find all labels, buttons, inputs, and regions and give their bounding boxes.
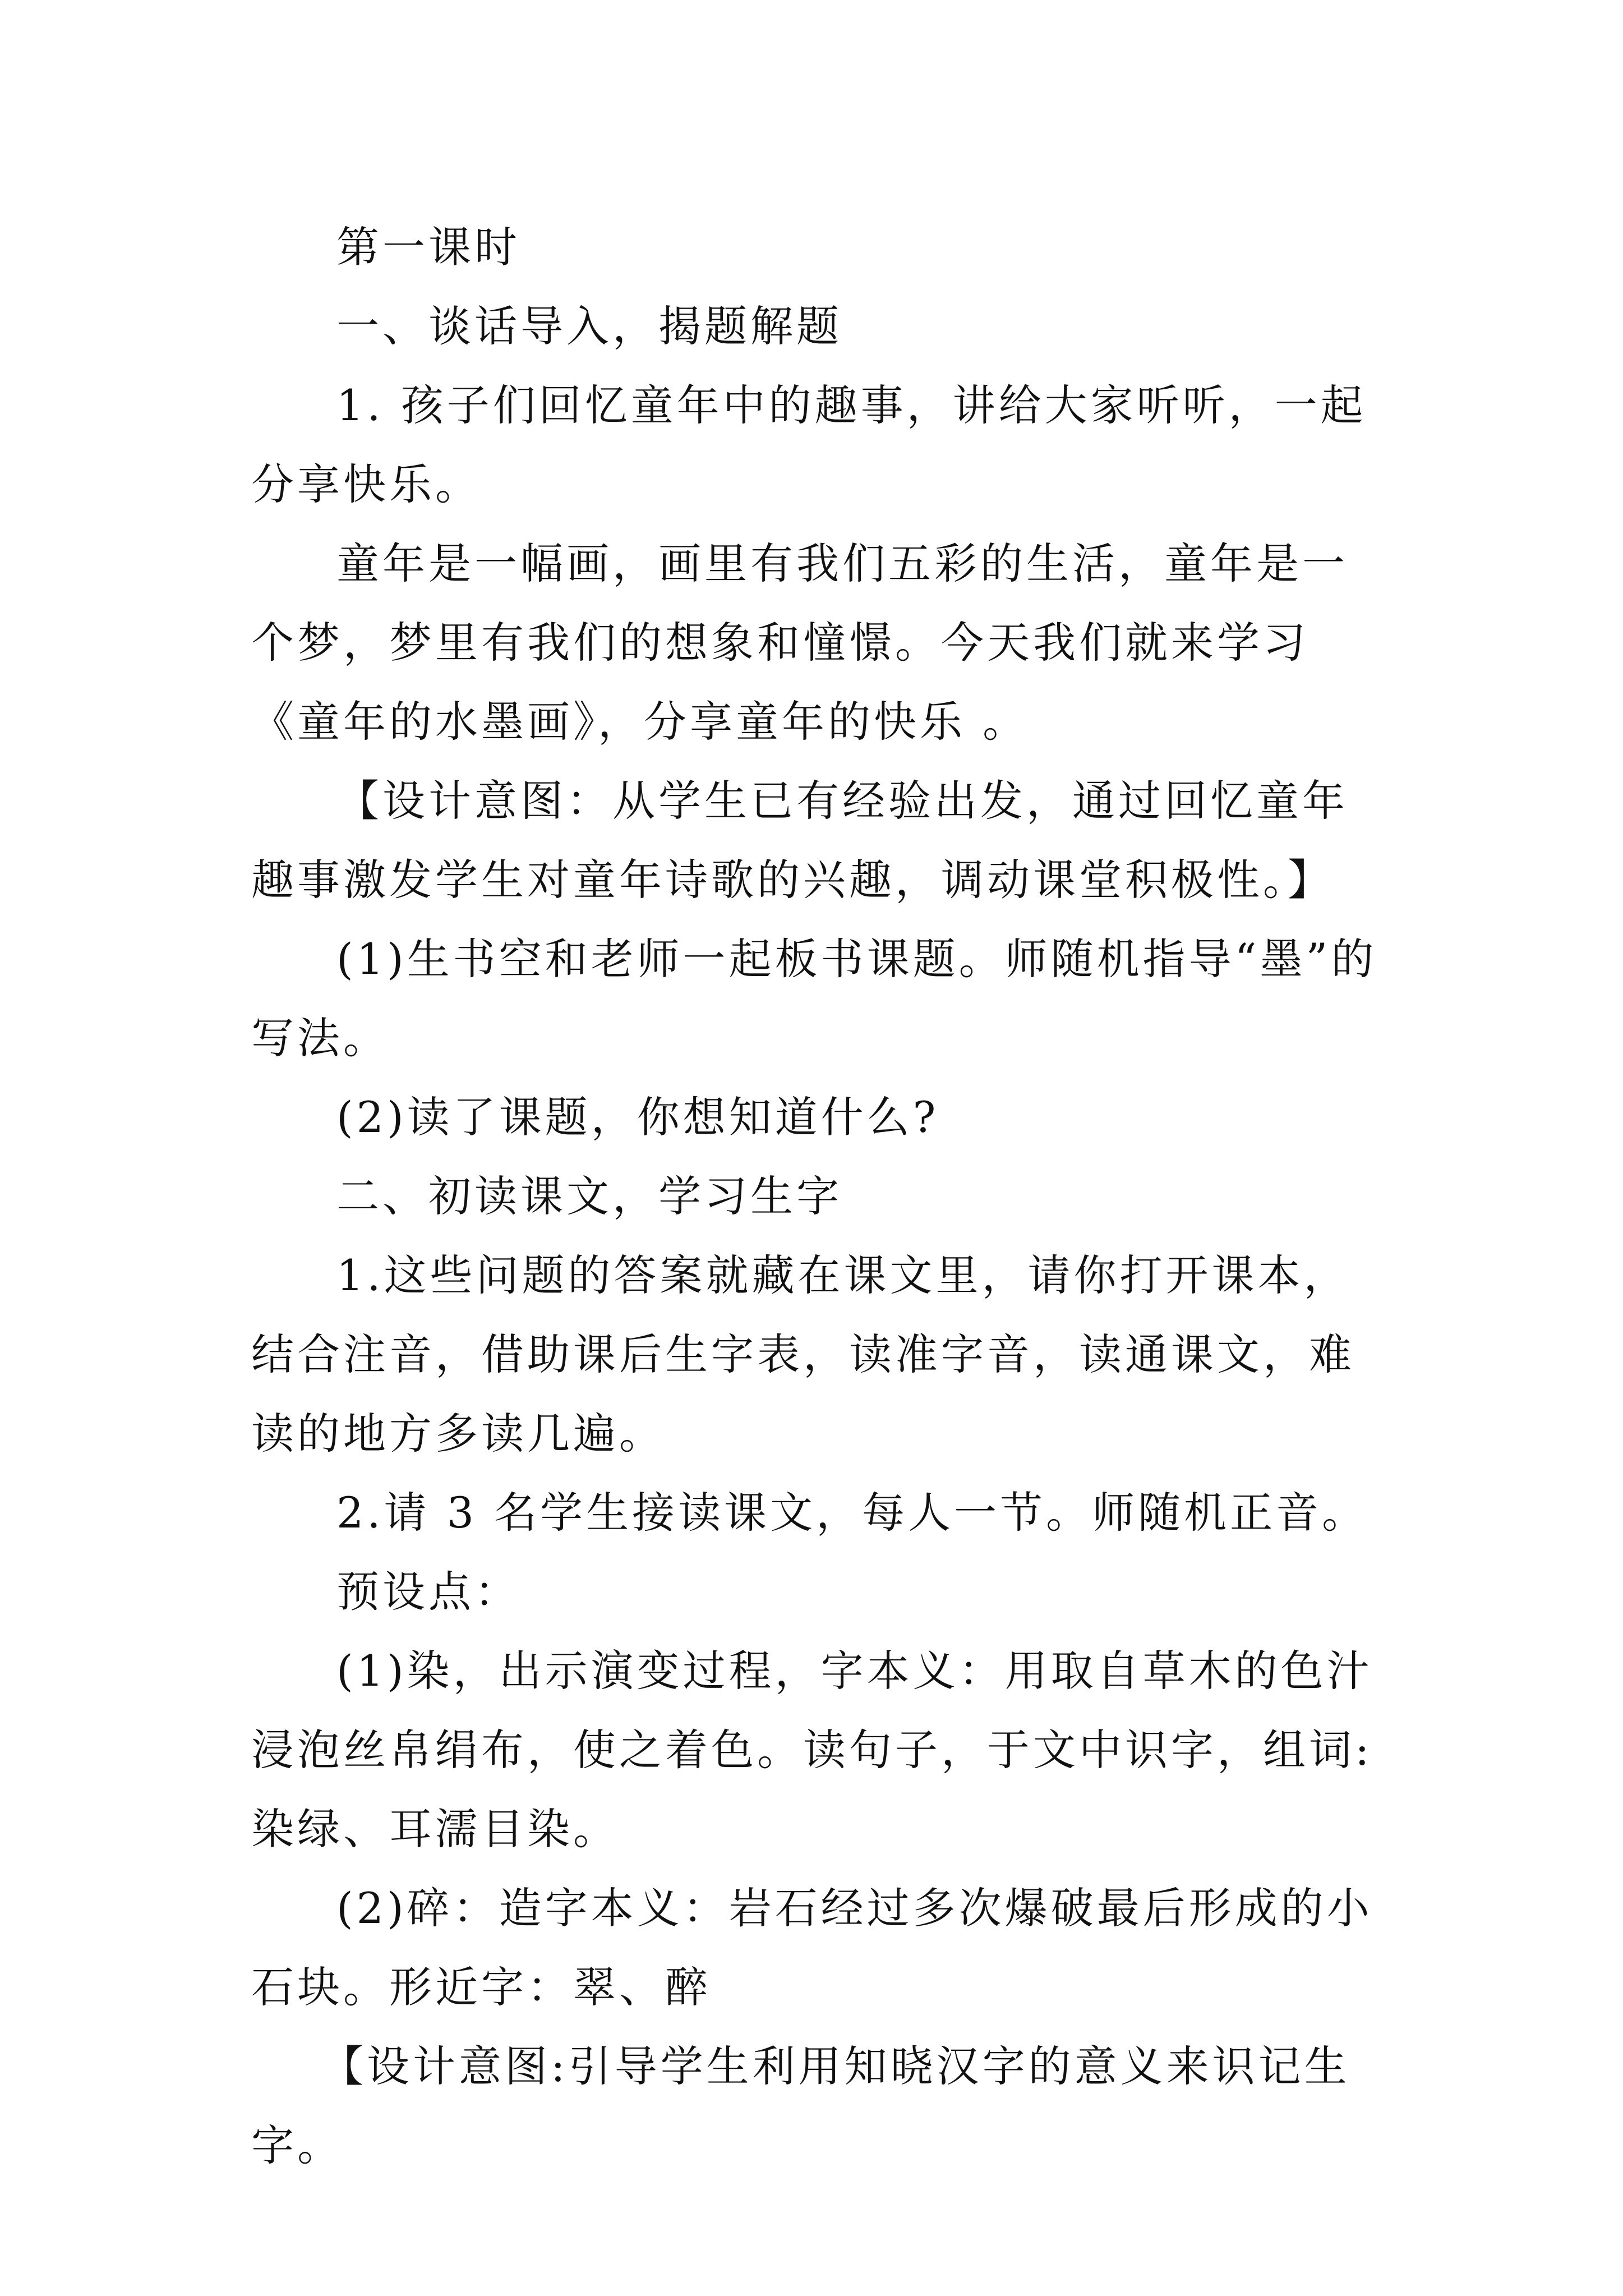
preset-label: 预设点： xyxy=(336,1567,520,1617)
paragraph-item-2-1: 1.这些问题的答案就藏在课文里，请你打开课本，结合注音，借助课后生字表，读准字音，读通课文，难读的地方多读几遍。 xyxy=(251,1250,1355,1458)
design-note-1: 【设计意图：从学生已有经验出发，通过回忆童年趣事激发学生对童年诗歌的兴趣，调动课堂积极性。】 xyxy=(251,776,1348,905)
paragraph-sub-2: (2)读了课题，你想知道什么? xyxy=(336,1092,939,1142)
design-note-2: 【设计意图:引导学生利用知晓汉字的意义来识记生字。 xyxy=(251,2041,1350,2170)
paragraph-intro: 童年是一幅画，画里有我们五彩的生活，童年是一个梦，梦里有我们的想象和憧憬。今天我们就来学习《童年的水墨画》，分享童年的快乐 。 xyxy=(251,539,1348,747)
section-heading-reading: 二、初读课文，学习生字 xyxy=(336,1171,842,1221)
paragraph-sub-1: (1)生书空和老师一起板书课题。师随机指导“墨”的写法。 xyxy=(251,934,1377,1063)
paragraph-preset-2: (2)碎：造字本义：岩石经过多次爆破最后形成的小石块。形近字：翠、醉 xyxy=(251,1883,1373,2012)
lesson-title: 第一课时 xyxy=(336,222,520,272)
document-body xyxy=(251,208,1384,2185)
paragraph-item-2-2: 2.请 3 名学生接读课文，每人一节。师随机正音。 xyxy=(336,1488,1368,1538)
paragraph-preset-1: (1)染，出示演变过程，字本义：用取自草木的色汁浸泡丝帛绢布，使之着色。读句子，于文中识字，组词:染绿、耳濡目染。 xyxy=(251,1646,1373,1854)
section-heading-intro: 一、谈话导入，揭题解题 xyxy=(336,301,842,351)
paragraph-item-1: 1. 孩子们回忆童年中的趣事，讲给大家听听，一起分享快乐。 xyxy=(251,380,1367,509)
